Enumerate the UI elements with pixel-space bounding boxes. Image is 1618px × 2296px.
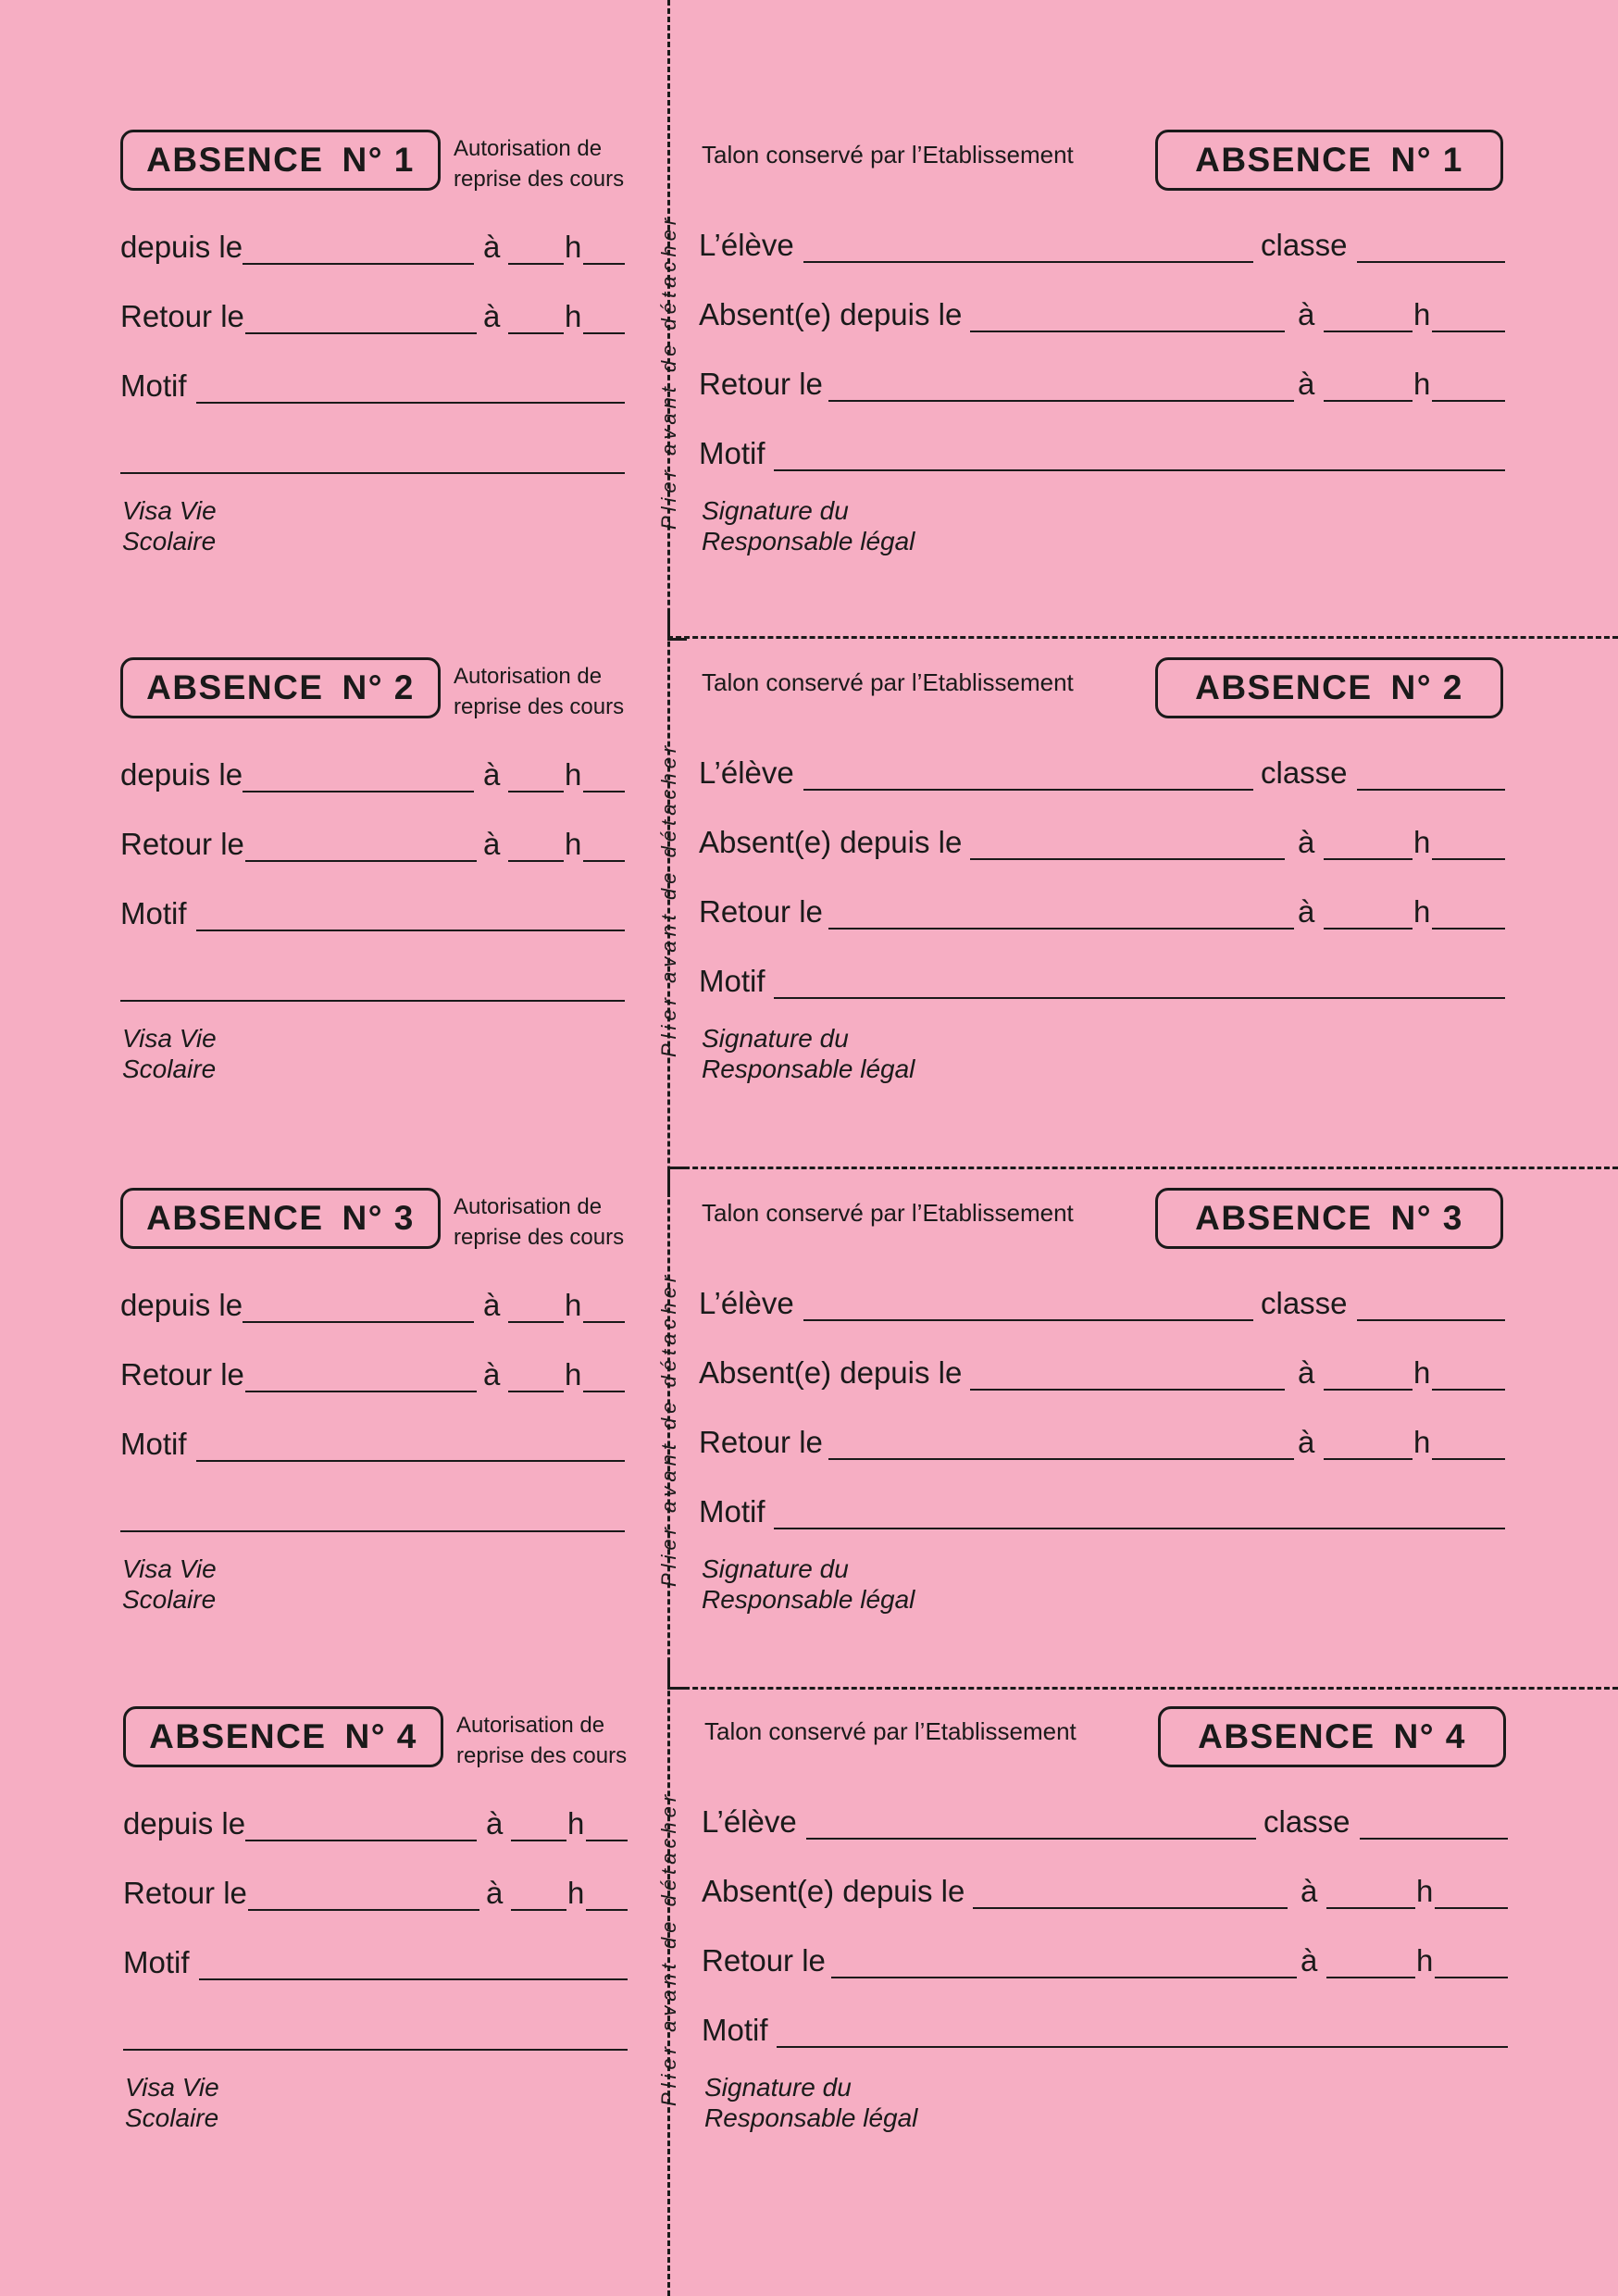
parent-signature — [702, 495, 915, 556]
reason-label: Motif — [699, 964, 765, 998]
reason-label: Motif — [699, 1494, 765, 1529]
since-label: depuis le — [120, 757, 243, 792]
signature-line-2: Responsable légal — [702, 1585, 915, 1614]
since-minute-field[interactable] — [583, 791, 625, 792]
badge-prefix: ABSENCE — [146, 141, 324, 179]
hour-label: h — [1413, 367, 1431, 401]
return-date-field[interactable] — [828, 400, 1294, 402]
badge-number: N° 4 — [344, 1717, 417, 1755]
return-minute-field[interactable] — [583, 860, 625, 862]
student-name-field[interactable] — [803, 789, 1253, 791]
at-label: à — [483, 1357, 501, 1391]
at-label: à — [1298, 367, 1315, 401]
since-label: depuis le — [120, 230, 243, 264]
talon-label: Talon conservé par l’Etablissement — [704, 1717, 1077, 1745]
at-label: à — [1301, 1943, 1318, 1978]
reason-field[interactable] — [774, 997, 1505, 999]
return-date-field[interactable] — [245, 1391, 477, 1392]
badge-number: N° 2 — [342, 668, 415, 706]
absent-since-label: Absent(e) depuis le — [699, 297, 963, 331]
since-date-field[interactable] — [243, 263, 474, 265]
reason-field[interactable] — [199, 1978, 628, 1980]
signature-line-1: Signature du — [702, 1554, 849, 1583]
signature-line-1: Signature du — [704, 2073, 852, 2102]
class-field[interactable] — [1360, 1838, 1508, 1840]
at-label: à — [486, 1806, 504, 1841]
reason-field[interactable] — [777, 2046, 1508, 2048]
return-hour-field[interactable] — [1326, 1977, 1415, 1978]
since-hour-field[interactable] — [511, 1840, 566, 1841]
at-label: à — [1298, 894, 1315, 929]
parent-signature — [704, 2072, 917, 2133]
badge-number: N° 1 — [342, 141, 415, 179]
student-label: L’élève — [699, 1286, 794, 1320]
resume-authorization-note — [454, 1192, 624, 1253]
talon-label: Talon conservé par l’Etablissement — [702, 668, 1074, 696]
hour-label: h — [1413, 1425, 1431, 1459]
visa-line-1: Visa Vie — [122, 1024, 217, 1053]
reason-label: Motif — [120, 896, 187, 930]
return-hour-field[interactable] — [508, 1391, 564, 1392]
since-hour-field[interactable] — [508, 1321, 564, 1323]
hour-label: h — [1413, 894, 1431, 929]
fold-instruction: Plier avant de détacher — [657, 1790, 680, 2106]
absence-badge-left — [120, 657, 441, 718]
at-label: à — [486, 1876, 504, 1910]
absent-since-label: Absent(e) depuis le — [699, 1355, 963, 1390]
resume-authorization-note — [454, 133, 624, 194]
return-date-field[interactable] — [245, 332, 477, 334]
note-line-2: reprise des cours — [454, 1225, 625, 1250]
fold-instruction: Plier avant de détacher — [657, 741, 680, 1057]
reason-label: Motif — [120, 368, 187, 403]
return-minute-field[interactable] — [1432, 1458, 1505, 1460]
note-line-1: Autorisation de — [454, 136, 603, 161]
return-date-field[interactable] — [828, 928, 1294, 930]
reason-label: Motif — [699, 436, 765, 470]
badge-number: N° 3 — [342, 1199, 415, 1237]
visa-line-1: Visa Vie — [125, 2073, 219, 2102]
absent-since-label: Absent(e) depuis le — [702, 1874, 965, 1908]
hour-label: h — [565, 1288, 582, 1322]
reason-label: Motif — [120, 1427, 187, 1461]
absent-since-hour-field[interactable] — [1324, 1389, 1413, 1391]
reason-field[interactable] — [196, 1460, 625, 1462]
return-hour-field[interactable] — [511, 1909, 566, 1911]
hour-label: h — [567, 1806, 585, 1841]
badge-prefix: ABSENCE — [1198, 1717, 1375, 1755]
reason-field-line-2[interactable] — [123, 2049, 628, 2051]
absent-since-minute-field[interactable] — [1432, 331, 1505, 332]
absence-badge-left — [120, 130, 441, 191]
absence-section-1 — [0, 130, 1618, 657]
hour-label: h — [565, 299, 582, 333]
visa-line-2: Scolaire — [125, 2103, 219, 2132]
at-label: à — [483, 827, 501, 861]
reason-label: Motif — [702, 2013, 768, 2047]
absence-badge-right — [1155, 130, 1503, 191]
badge-prefix: ABSENCE — [146, 668, 324, 706]
return-label: Retour le — [699, 367, 823, 401]
resume-authorization-note — [456, 1710, 627, 1771]
hour-label: h — [1413, 1355, 1431, 1390]
note-line-2: reprise des cours — [454, 694, 625, 719]
since-minute-field[interactable] — [583, 1321, 625, 1323]
signature-line-2: Responsable légal — [702, 527, 915, 555]
badge-prefix: ABSENCE — [149, 1717, 327, 1755]
fold-instruction: Plier avant de détacher — [657, 1270, 680, 1587]
since-minute-field[interactable] — [586, 1840, 628, 1841]
return-label: Retour le — [699, 894, 823, 929]
visa-line-2: Scolaire — [122, 1054, 217, 1083]
visa-vie-scolaire — [122, 1554, 217, 1615]
return-minute-field[interactable] — [1435, 1977, 1508, 1978]
fold-instruction: Plier avant de détacher — [657, 213, 680, 530]
visa-line-2: Scolaire — [122, 1585, 217, 1614]
return-label: Retour le — [123, 1876, 247, 1910]
visa-line-1: Visa Vie — [122, 1554, 217, 1583]
visa-line-1: Visa Vie — [122, 496, 217, 525]
absent-since-date-field[interactable] — [970, 858, 1285, 860]
since-label: depuis le — [120, 1288, 243, 1322]
hour-label: h — [565, 757, 582, 792]
reason-field-line-2[interactable] — [120, 472, 625, 474]
reason-field[interactable] — [196, 402, 625, 404]
student-name-field[interactable] — [803, 1319, 1253, 1321]
at-label: à — [1298, 1425, 1315, 1459]
badge-prefix: ABSENCE — [1195, 668, 1373, 706]
student-name-field[interactable] — [806, 1838, 1256, 1840]
class-field[interactable] — [1357, 789, 1505, 791]
since-minute-field[interactable] — [583, 263, 625, 265]
absent-since-date-field[interactable] — [970, 331, 1285, 332]
note-line-1: Autorisation de — [454, 664, 603, 689]
student-label: L’élève — [699, 755, 794, 790]
talon-label: Talon conservé par l’Etablissement — [702, 141, 1074, 168]
reason-label: Motif — [123, 1945, 190, 1979]
at-label: à — [1298, 1355, 1315, 1390]
return-minute-field[interactable] — [1432, 928, 1505, 930]
at-label: à — [1301, 1874, 1318, 1908]
return-label: Retour le — [120, 299, 244, 333]
reason-field[interactable] — [196, 930, 625, 931]
badge-number: N° 1 — [1390, 141, 1463, 179]
return-hour-field[interactable] — [508, 860, 564, 862]
parent-signature — [702, 1023, 915, 1084]
hour-label: h — [567, 1876, 585, 1910]
visa-vie-scolaire — [125, 2072, 219, 2133]
absence-badge-left — [120, 1188, 441, 1249]
absence-badge-right — [1155, 657, 1503, 718]
class-label: classe — [1263, 1804, 1350, 1839]
since-hour-field[interactable] — [508, 263, 564, 265]
return-date-field[interactable] — [831, 1977, 1297, 1978]
absence-badge-right — [1158, 1706, 1506, 1767]
return-minute-field[interactable] — [583, 1391, 625, 1392]
at-label: à — [483, 757, 501, 792]
absence-section-4 — [0, 1706, 1618, 2234]
signature-line-2: Responsable légal — [702, 1054, 915, 1083]
absence-badge-left — [123, 1706, 443, 1767]
return-label: Retour le — [699, 1425, 823, 1459]
signature-line-1: Signature du — [702, 496, 849, 525]
note-line-2: reprise des cours — [456, 1743, 628, 1768]
absent-since-minute-field[interactable] — [1432, 858, 1505, 860]
since-hour-field[interactable] — [508, 791, 564, 792]
absent-since-minute-field[interactable] — [1435, 1907, 1508, 1909]
return-label: Retour le — [702, 1943, 826, 1978]
note-line-1: Autorisation de — [454, 1194, 603, 1219]
reason-field-line-2[interactable] — [120, 1000, 625, 1002]
return-label: Retour le — [120, 827, 244, 861]
class-label: classe — [1261, 228, 1348, 262]
reason-field[interactable] — [774, 1528, 1505, 1529]
at-label: à — [1298, 297, 1315, 331]
absent-since-hour-field[interactable] — [1324, 858, 1413, 860]
return-date-field[interactable] — [245, 860, 477, 862]
signature-line-2: Responsable légal — [704, 2103, 918, 2132]
note-line-1: Autorisation de — [456, 1713, 605, 1738]
absence-section-2 — [0, 657, 1618, 1185]
hour-label: h — [565, 827, 582, 861]
parent-signature — [702, 1554, 915, 1615]
absent-since-label: Absent(e) depuis le — [699, 825, 963, 859]
student-label: L’élève — [699, 228, 794, 262]
reason-field[interactable] — [774, 469, 1505, 471]
return-date-field[interactable] — [248, 1909, 479, 1911]
hour-label: h — [1413, 825, 1431, 859]
absent-since-date-field[interactable] — [973, 1907, 1288, 1909]
return-date-field[interactable] — [828, 1458, 1294, 1460]
hour-label: h — [1413, 297, 1431, 331]
since-label: depuis le — [123, 1806, 246, 1841]
absent-since-hour-field[interactable] — [1326, 1907, 1415, 1909]
class-field[interactable] — [1357, 1319, 1505, 1321]
visa-line-2: Scolaire — [122, 527, 217, 555]
return-hour-field[interactable] — [1324, 400, 1413, 402]
absence-section-3 — [0, 1188, 1618, 1716]
at-label: à — [483, 299, 501, 333]
badge-prefix: ABSENCE — [1195, 141, 1373, 179]
since-date-field[interactable] — [243, 791, 474, 792]
hour-label: h — [1416, 1874, 1434, 1908]
resume-authorization-note — [454, 661, 624, 722]
class-label: classe — [1261, 755, 1348, 790]
badge-number: N° 2 — [1390, 668, 1463, 706]
return-minute-field[interactable] — [583, 332, 625, 334]
badge-number: N° 4 — [1393, 1717, 1466, 1755]
return-hour-field[interactable] — [1324, 1458, 1413, 1460]
hour-label: h — [565, 1357, 582, 1391]
student-label: L’élève — [702, 1804, 797, 1839]
at-label: à — [1298, 825, 1315, 859]
hour-label: h — [1416, 1943, 1434, 1978]
absent-since-date-field[interactable] — [970, 1389, 1285, 1391]
visa-vie-scolaire — [122, 1023, 217, 1084]
absent-since-minute-field[interactable] — [1432, 1389, 1505, 1391]
since-date-field[interactable] — [243, 1321, 474, 1323]
signature-line-1: Signature du — [702, 1024, 849, 1053]
return-minute-field[interactable] — [1432, 400, 1505, 402]
return-label: Retour le — [120, 1357, 244, 1391]
absence-badge-right — [1155, 1188, 1503, 1249]
at-label: à — [483, 1288, 501, 1322]
return-hour-field[interactable] — [508, 332, 564, 334]
since-date-field[interactable] — [245, 1840, 477, 1841]
class-field[interactable] — [1357, 261, 1505, 263]
class-label: classe — [1261, 1286, 1348, 1320]
return-hour-field[interactable] — [1324, 928, 1413, 930]
badge-number: N° 3 — [1390, 1199, 1463, 1237]
badge-prefix: ABSENCE — [1195, 1199, 1373, 1237]
badge-prefix: ABSENCE — [146, 1199, 324, 1237]
visa-vie-scolaire — [122, 495, 217, 556]
hour-label: h — [565, 230, 582, 264]
return-minute-field[interactable] — [586, 1909, 628, 1911]
note-line-2: reprise des cours — [454, 167, 625, 192]
reason-field-line-2[interactable] — [120, 1530, 625, 1532]
absent-since-hour-field[interactable] — [1324, 331, 1413, 332]
student-name-field[interactable] — [803, 261, 1253, 263]
at-label: à — [483, 230, 501, 264]
talon-label: Talon conservé par l’Etablissement — [702, 1199, 1074, 1227]
